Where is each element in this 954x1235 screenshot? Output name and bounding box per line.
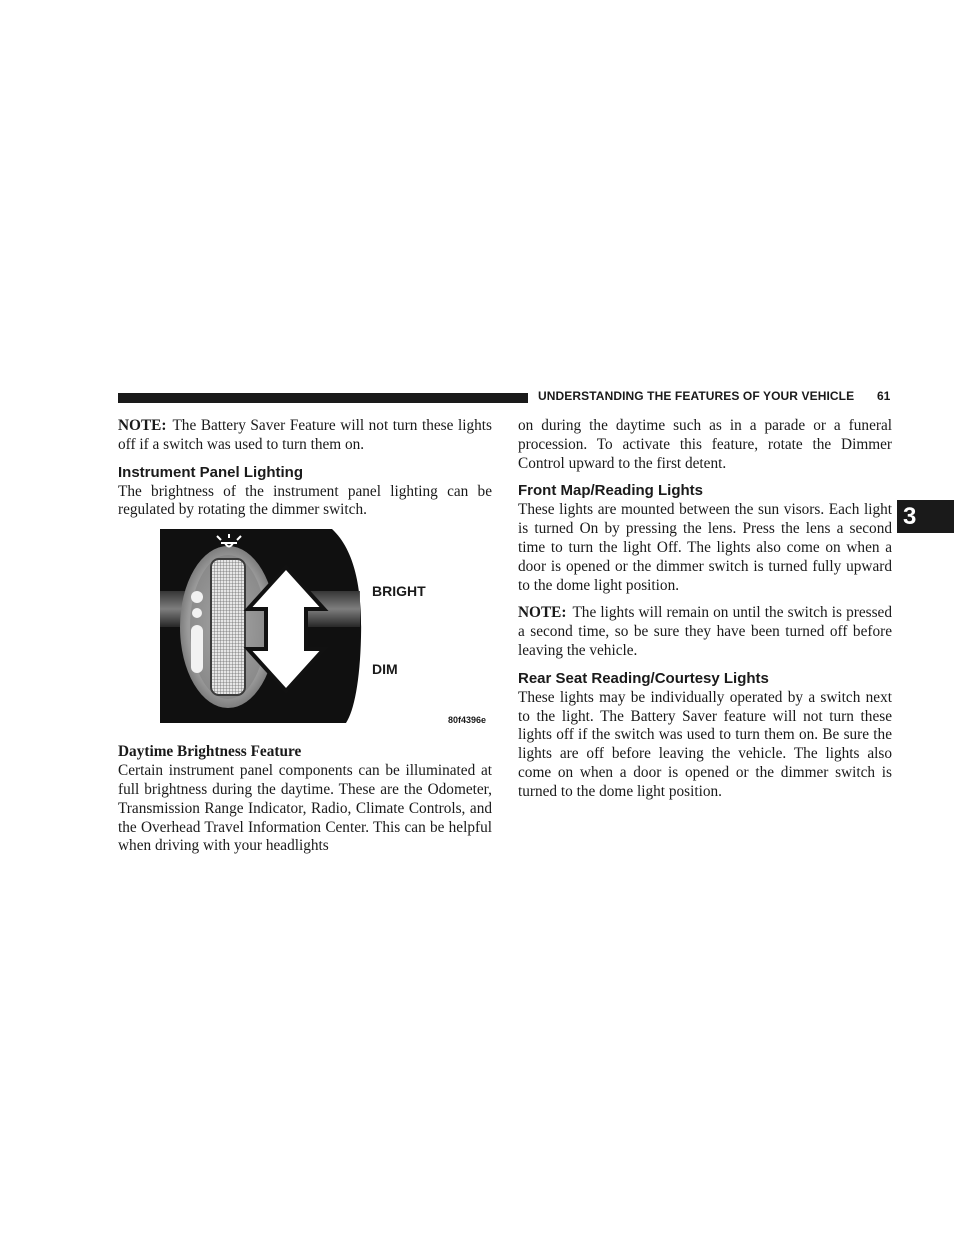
- note-label: NOTE:: [518, 604, 567, 622]
- paragraph-daytime-brightness: Certain instrument panel components can be illuminated at full brightness during the daytime. These are the Odometer, Transmission Range Indicator, Radio, Climate Controls, and the Overhead Travel Information Center. This can be helpful when driving with your headlights: [118, 762, 492, 855]
- note-label: NOTE:: [118, 417, 167, 434]
- note-lights-remain-on: [518, 604, 892, 660]
- heading-instrument-panel-lighting: Instrument Panel Lighting: [118, 463, 304, 481]
- paragraph-front-map-reading-lights: These lights are mounted between the sun visors. Each light is turned On by pressing the lens. Press the lens a second time to turn the light Off. The lights also come on when a door is opened or the dimmer switch is turned fully upward to the dome light position.: [518, 501, 892, 594]
- running-header: UNDERSTANDING THE FEATURES OF YOUR VEHICLE: [538, 389, 855, 403]
- heading-rear-seat-lights: Rear Seat Reading/Courtesy Lights: [518, 669, 769, 687]
- note-battery-saver: [118, 417, 492, 455]
- heading-daytime-brightness: Daytime Brightness Feature: [118, 743, 302, 761]
- paragraph-instrument-panel-lighting: The brightness of the instrument panel lighting can be regulated by rotating the dimmer switch.: [118, 482, 492, 519]
- figure-code: 80f4396e: [448, 715, 487, 726]
- chapter-tab: 3: [897, 500, 954, 533]
- paragraph-rear-seat-lights: These lights may be individually operated by a switch next to the light. The Battery Saver feature will not turn these lights off if the switch was used to turn them on. Be sure the lights are off before leaving the vehicle. The lights also come on when a door is opened or the dimmer switch is turned to the dome light position.: [518, 688, 892, 800]
- paragraph-daytime-continued: on during the daytime such as in a parade or a funeral procession. To activate this feature, rotate the Dimmer Control upward to the first detent.: [518, 417, 892, 472]
- page-number: 61: [877, 389, 891, 403]
- note-text: The lights will remain on until the switch is pressed a second time, so be sure they have been turned off before leaving the vehicle.: [518, 604, 892, 659]
- heading-front-map-reading-lights: Front Map/Reading Lights: [518, 482, 703, 500]
- dimmer-switch-illustration: [118, 529, 492, 734]
- header-rule: [118, 393, 528, 403]
- note-text: The Battery Saver Feature will not turn these lights off if a switch was used to turn them on.: [118, 417, 492, 453]
- right-column: [518, 417, 892, 811]
- dimmer-switch-figure: [118, 529, 492, 734]
- bright-label: BRIGHT: [372, 583, 426, 600]
- left-column: [118, 417, 492, 865]
- dim-label: DIM: [372, 661, 398, 678]
